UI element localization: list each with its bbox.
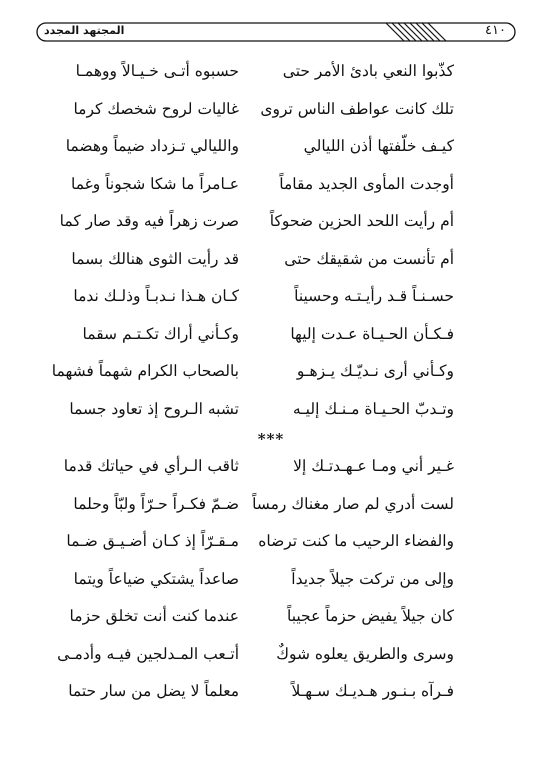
verse-line bbox=[0, 100, 542, 138]
verse-line bbox=[0, 645, 542, 683]
second-hemistich: وكـأني أراك تكـتـم سقما bbox=[82, 324, 239, 343]
second-hemistich: ثاقب الـرأي في حياتك قدما bbox=[63, 457, 239, 475]
verse-line bbox=[0, 607, 542, 645]
verse-line bbox=[0, 495, 542, 533]
first-hemistich: وتـدبّ الحـيـاة مـنـك إليـه bbox=[292, 399, 454, 418]
second-hemistich: صرت زهراً فيه وقد صار كما bbox=[59, 212, 239, 230]
first-hemistich: كان جيلاً يفيض حزماً عجيباً bbox=[286, 607, 454, 625]
second-hemistich: تشبه الـروح إذ تعاود جسما bbox=[69, 399, 239, 418]
verse-line bbox=[0, 682, 542, 720]
first-hemistich: وكـأني أرى نـديّـك يـزهـو bbox=[296, 362, 454, 380]
stanza-separator: *** bbox=[257, 430, 285, 448]
verse-line bbox=[0, 137, 542, 175]
second-hemistich: كـان هـذا نـدبـاً وذلـك ندما bbox=[73, 287, 239, 305]
first-hemistich: أم تأنست من شقيقك حتى bbox=[284, 249, 454, 268]
verse-line bbox=[0, 457, 542, 495]
second-hemistich: والليالي تـزداد ضيماً وهضما bbox=[65, 137, 239, 155]
first-hemistich: فـكـأن الحـيـاة عـدت إليها bbox=[290, 324, 454, 343]
first-hemistich: كذّبوا النعي بادئ الأمر حتى bbox=[282, 62, 454, 80]
first-hemistich: غـير أني ومـا عـهـدتـك إلا bbox=[293, 457, 454, 475]
verse-line bbox=[0, 62, 542, 100]
first-hemistich: تلك كانت عواطف الناس تروى bbox=[260, 99, 454, 118]
verse-line bbox=[0, 212, 542, 250]
second-hemistich: بالصحاب الكرام شهماً فشهما bbox=[51, 362, 239, 380]
second-hemistich: صاعداً يشتكي ضياعاً ويتما bbox=[73, 569, 239, 588]
second-hemistich: مـقـرّاً إذ كـان أضـيـق ضـما bbox=[66, 532, 239, 550]
second-hemistich: ضـمّ فكـراً حـرّاً ولبّاً وحلما bbox=[73, 494, 239, 513]
first-hemistich: فـرآه بـنـور هـديـك سـهـلاً bbox=[291, 682, 454, 700]
first-hemistich: حسـنـاً قـد رأيـتـه وحسيناً bbox=[294, 287, 454, 305]
first-hemistich: وإلى من تركت جيلاً جديداً bbox=[291, 569, 454, 588]
second-hemistich: أتـعب المـدلجين فيـه وأدمـى bbox=[57, 644, 239, 663]
second-hemistich: معلماً لا يضل من سار حتما bbox=[68, 682, 239, 700]
second-hemistich: عندما كنت أنت تخلق حزما bbox=[69, 607, 239, 625]
first-hemistich: وسرى والطريق يعلوه شوكٌ bbox=[276, 644, 454, 663]
verse-line bbox=[0, 325, 542, 363]
first-hemistich: أم رأيت اللحد الحزين ضحوكاً bbox=[269, 212, 454, 230]
page-header bbox=[36, 22, 516, 42]
running-title: المجتهد المجدد bbox=[44, 24, 125, 37]
first-hemistich: والفضاء الرحيب ما كنت ترضاه bbox=[258, 532, 454, 550]
verse-line bbox=[0, 362, 542, 400]
verse-line bbox=[0, 250, 542, 288]
second-hemistich: عـامراً ما شكا شجوناً وغما bbox=[71, 174, 239, 193]
second-hemistich: غاليات لروح شخصك كرما bbox=[73, 99, 239, 118]
first-hemistich: لست أدري لم صار مغناك رمساً bbox=[252, 494, 454, 513]
verse-line bbox=[0, 287, 542, 325]
verse-line bbox=[0, 175, 542, 213]
second-hemistich: حسبوه أتـى خـيـالاً ووهمـا bbox=[75, 62, 239, 80]
page-number: ٤١٠ bbox=[485, 23, 506, 38]
first-hemistich: كيـف خلّفتها أذن الليالي bbox=[303, 137, 454, 155]
verse-line bbox=[0, 532, 542, 570]
verse-line bbox=[0, 570, 542, 608]
header-ornament bbox=[386, 23, 446, 41]
second-hemistich: قد رأيت الثوى هنالك بسما bbox=[71, 249, 239, 268]
first-hemistich: أوجدت المأوى الجديد مقاماً bbox=[279, 174, 454, 193]
